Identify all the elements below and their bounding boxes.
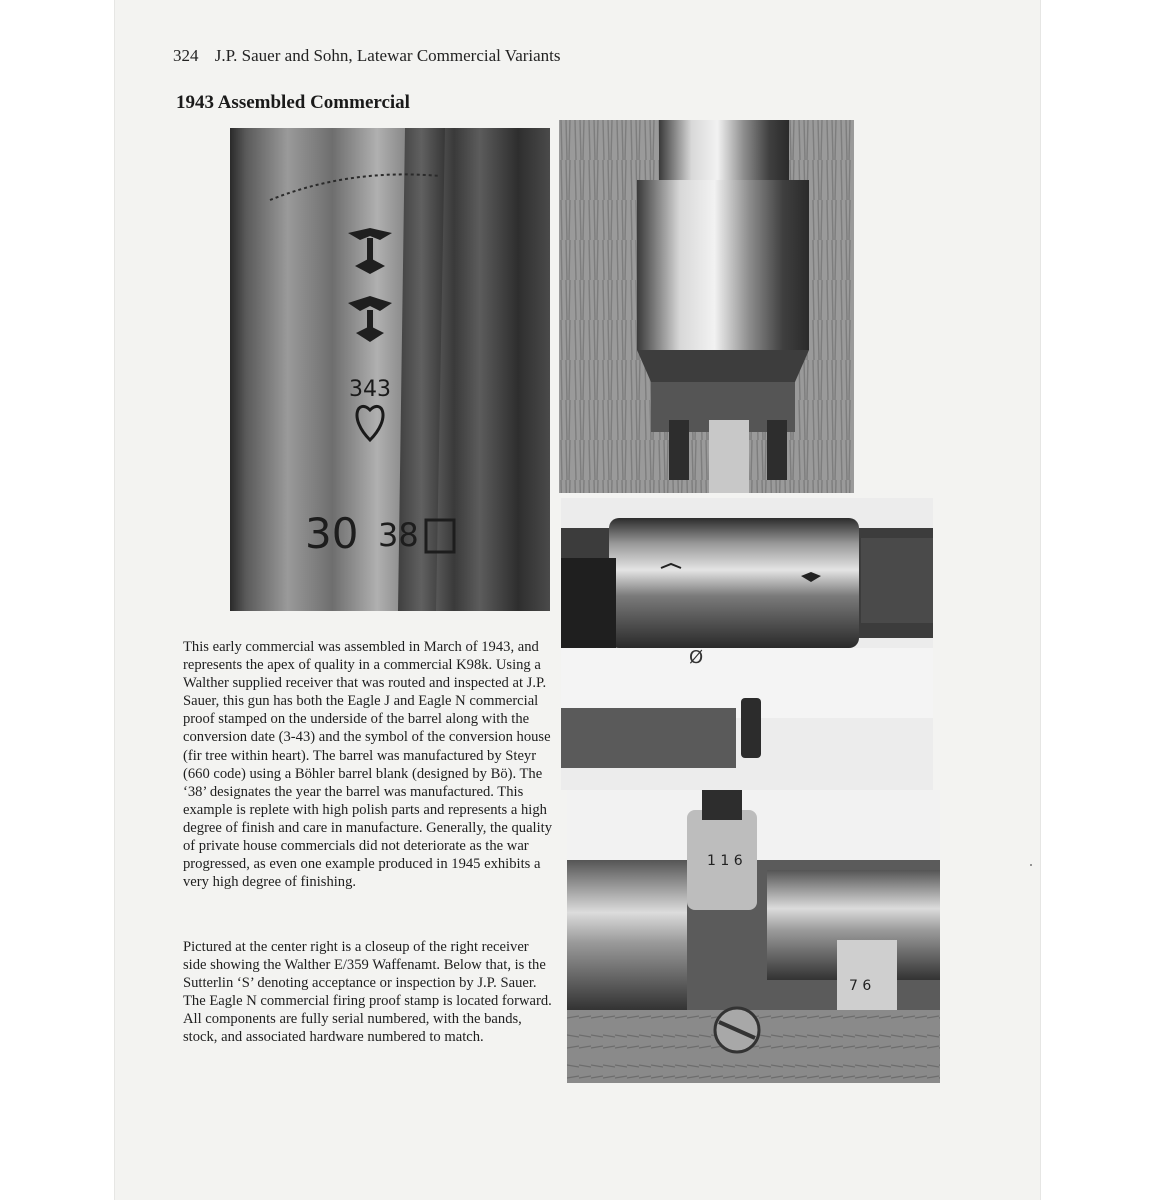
sight-serial: 1 1 6 (707, 853, 743, 869)
page-number: 324 (173, 46, 199, 65)
running-title: J.P. Sauer and Sohn, Latewar Commercial Variants (214, 46, 561, 65)
speck (1030, 864, 1032, 866)
acceptance-mark: Ø (689, 647, 704, 668)
barrel-marking-38: 38 (378, 516, 419, 554)
running-head (173, 46, 561, 66)
body-paragraph-2: Pictured at the center right is a closeup of the right receiver side showing the Walther E/359 Waffenamt. Below that, is the Sutterlin ‘S’ denoting acceptance or inspection by J.P. Sauer. The Eagle N commercial firing proof stamp is located forward. All components are fully serial numbered, with the bands, stock, and associated hardware numbered to match. (183, 939, 552, 1046)
stamp-number: 343 (349, 377, 391, 402)
barrel-marking-30: 30 (305, 509, 359, 558)
section-title: 1943 Assembled Commercial (176, 92, 410, 113)
body-paragraph-1: This early commercial was assembled in March of 1943, and represents the apex of quality in a commercial K98k. Using a Walther supplied receiver that was routed and inspected at J.P. Sauer, this gun has both the Eagle J and Eagle N commercial proof stamped on the underside of the barrel along with the conversion date (3-43) and the symbol of the conversion house (fir tree within heart). The barrel was manufactured by Steyr (660 code) using a Böhler barrel blank (designed by Bö). The ‘38’ designates the year the barrel was manufactured. This example is replete with high polish parts and represents a high degree of finish and care in manufacture. Generally, the quality of private house commercials did not deteriorate as the war progressed, as even one example produced in 1945 exhibits a very high degree of finishing. (183, 639, 553, 891)
band-serial: 7 6 (849, 978, 872, 994)
barrel-stamps-photo (230, 128, 550, 611)
rear-sight-photo (567, 790, 940, 1083)
receiver-side-photo (561, 498, 933, 790)
receiver-ring-photo (559, 120, 854, 493)
